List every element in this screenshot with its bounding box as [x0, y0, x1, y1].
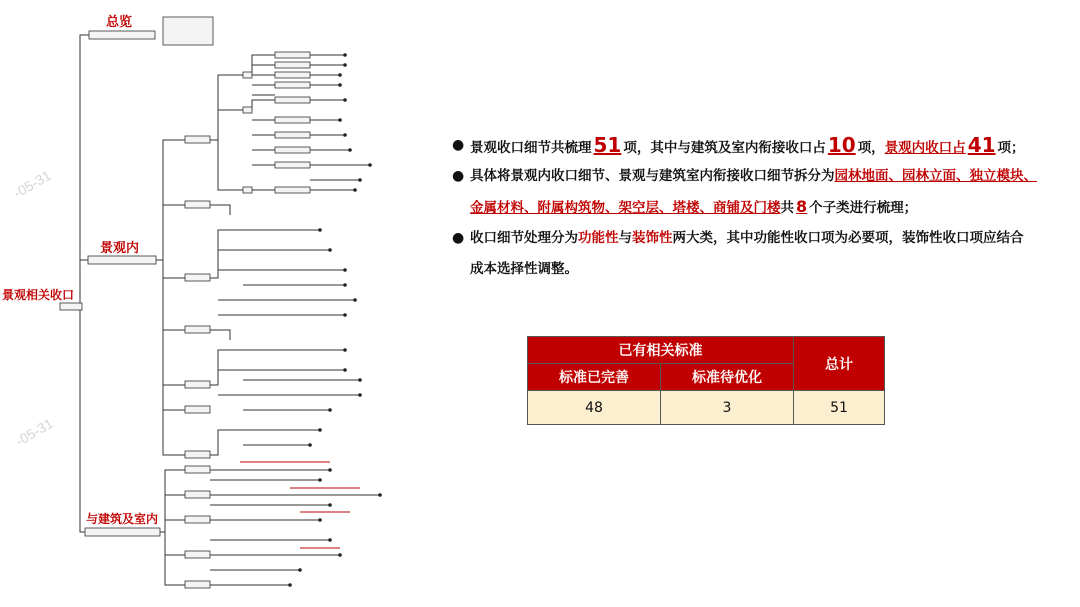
value-complete: 48: [528, 391, 661, 425]
count-building: 10: [827, 133, 856, 157]
mindmap-root-label: 景观相关收口: [2, 288, 75, 302]
count-subcategories: 8: [796, 197, 808, 216]
value-optimize: 3: [661, 391, 794, 425]
bullet-1: ● 景观收口细节共梳理 51 项，其中与建筑及室内衔接收口占 10 项，景观内收口占 41 项；: [452, 133, 1025, 157]
bullet-dot: ●: [452, 168, 465, 184]
bullet-2: ● 具体将景观内收口细节、景观与建筑室内衔接收口细节拆分为园林地面、园林立面、独立模块、: [452, 168, 1037, 184]
bullet-dot: ●: [452, 230, 465, 246]
branch-overview-label: 总览: [106, 14, 133, 29]
group-header: 已有相关标准: [528, 337, 794, 364]
bullet-2-cont: 金属材料、附属构筑物、架空层、塔楼、商铺及门楼共 8 个子类进行梳理；: [470, 197, 918, 216]
mindmap-diagram: [0, 0, 440, 607]
total-header: 总计: [794, 337, 885, 391]
standards-table: [527, 336, 885, 425]
branch-landscape-label: 景观内: [100, 240, 140, 255]
count-total: 51: [593, 133, 622, 157]
watermark-text: -05-31: [10, 166, 54, 202]
summary-bullets: [452, 133, 1052, 291]
branch-building-label: 与建筑及室内: [86, 512, 159, 526]
value-total: 51: [794, 391, 885, 425]
bullet-dot: ●: [452, 137, 465, 153]
bullet-3-cont: 成本选择性调整。: [470, 261, 578, 277]
bullet-3: ● 收口细节处理分为功能性与装饰性两大类，其中功能性收口项为必要项，装饰性收口项应结合: [452, 230, 1024, 246]
count-landscape: 41: [967, 133, 996, 157]
col-complete-header: 标准已完善: [528, 364, 661, 391]
watermark-text-2: -05-31: [12, 414, 56, 450]
col-optimize-header: 标准待优化: [661, 364, 794, 391]
